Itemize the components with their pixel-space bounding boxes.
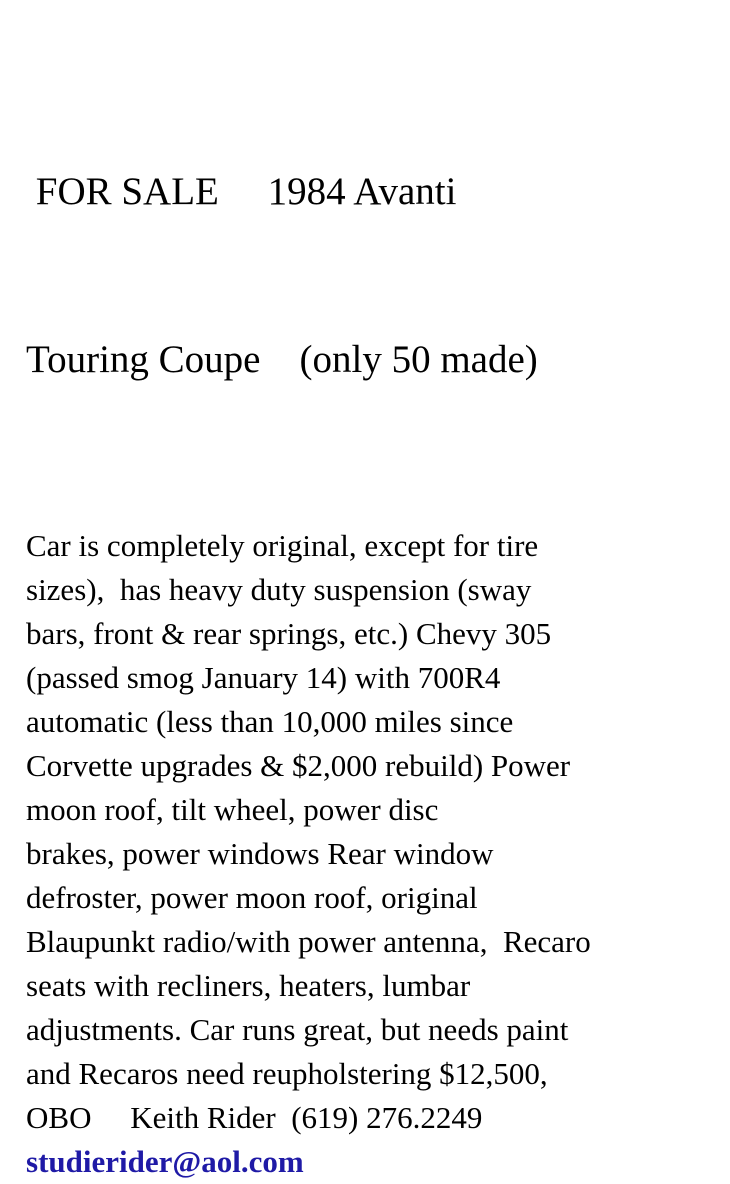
- headline-line-1: FOR SALE 1984 Avanti: [26, 170, 457, 213]
- description-line-12: adjustments. Car runs great, but needs paint: [26, 1012, 569, 1047]
- description-line-6: Corvette upgrades & $2,000 rebuild) Power: [26, 748, 571, 783]
- description-line-5: automatic (less than 10,000 miles since: [26, 704, 514, 739]
- headline-line-2: Touring Coupe (only 50 made): [26, 338, 538, 381]
- email-link[interactable]: studierider@aol.com: [26, 1144, 304, 1179]
- description-line-4: (passed smog January 14) with 700R4: [26, 660, 501, 695]
- ad-page: [26, 52, 706, 1184]
- ad-headline: [26, 52, 706, 500]
- description-line-11: seats with recliners, heaters, lumbar: [26, 968, 471, 1003]
- description-line-3: bars, front & rear springs, etc.) Chevy 305: [26, 616, 552, 651]
- description-line-7: moon roof, tilt wheel, power disc: [26, 792, 439, 827]
- description-line-14-contact: OBO Keith Rider (619) 276.2249: [26, 1100, 483, 1135]
- description-line-9: defroster, power moon roof, original: [26, 880, 478, 915]
- ad-description: [26, 524, 706, 1184]
- description-line-8: brakes, power windows Rear window: [26, 836, 494, 871]
- description-line-2: sizes), has heavy duty suspension (sway: [26, 572, 532, 607]
- description-line-10: Blaupunkt radio/with power antenna, Recaro: [26, 924, 591, 959]
- description-line-1: Car is completely original, except for tire: [26, 528, 539, 563]
- description-line-13: and Recaros need reupholstering $12,500,: [26, 1056, 548, 1091]
